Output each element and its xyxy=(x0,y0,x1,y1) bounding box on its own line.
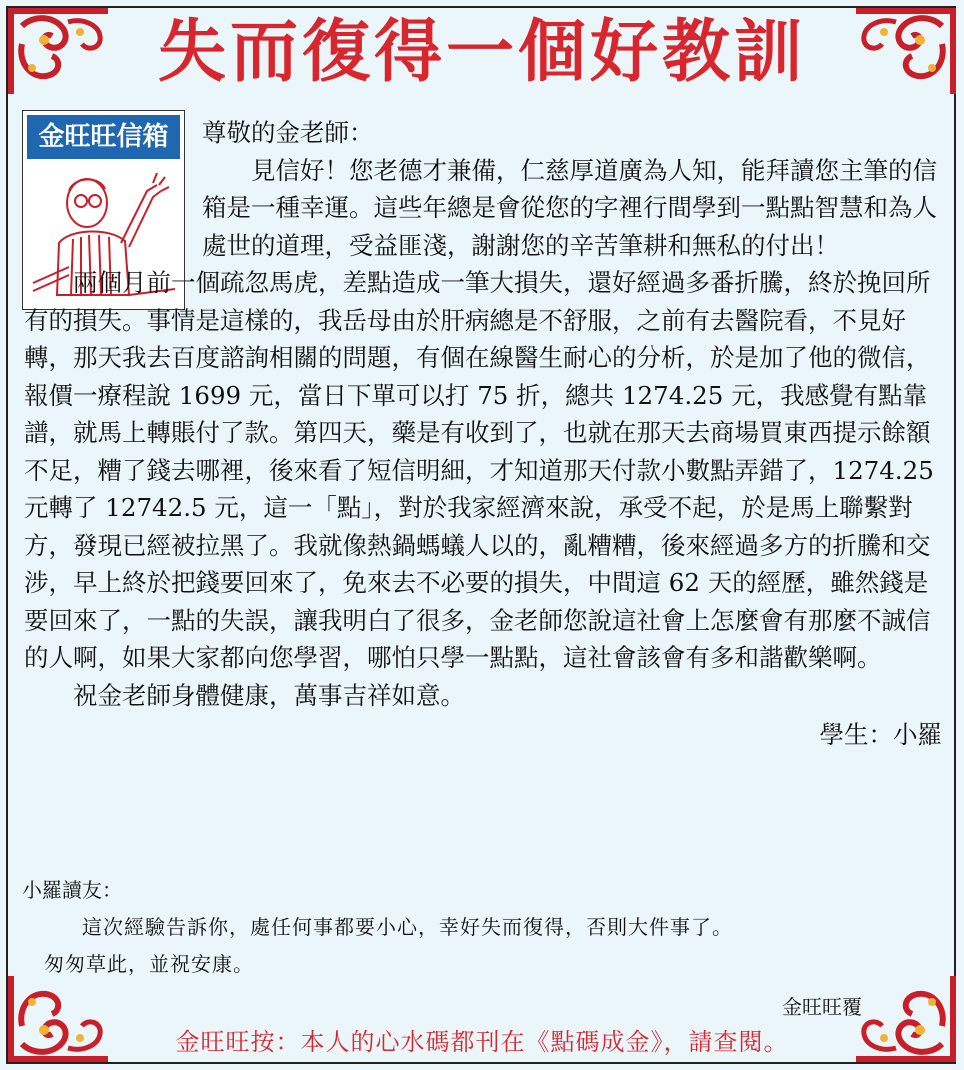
reply-wish: 匆匆草此，並祝安康。 xyxy=(44,952,254,976)
reply-body: 這次經驗告訴你，處任何事都要小心，幸好失而復得，否則大件事了。 xyxy=(82,915,733,939)
footer-note: 金旺旺按：本人的心水碼都刊在《點碼成金》，請查閱。 xyxy=(175,1028,789,1056)
letter-body xyxy=(24,114,948,754)
letter-paragraph-3: 祝金老師身體健康，萬事吉祥如意。 xyxy=(73,680,465,710)
letter-salutation: 尊敬的金老師： xyxy=(202,118,374,147)
article-title: 失而復得一個好教訓 xyxy=(157,13,806,92)
letter-paragraph-1: 見信好！您老德才兼備，仁慈厚道廣為人知，能拜讀您主筆的信箱是一種幸運。這些年總是會從您的字裡行間學到一點點智慧和為人處世的道理，受益匪淺，謝謝您的辛苦筆耕和無私的付出！ xyxy=(202,155,937,260)
letter-paragraph-2: 兩個月前一個疏忽馬虎，差點造成一筆大損失，還好經過多番折騰，終於挽回所有的損失。事情是這樣的，我岳母由於肝病總是不舒服，之前有去醫院看，不見好轉，那天我去百度諮詢相關的問題，有個在線醫生耐心的分析，於是加了他的微信，報價一療程說 1699 元，當日下單可以打 75 折，總共 1274.25 元，我感覺有點靠譜，就馬上轉賬付了款。第四天，藥是有收到了，也就在那天去商場買東西提示餘額不足，糟了錢去哪裡，後來看了短信明細，才知道那天付款小數點弄錯了，1274.25 元轉了 12742.5 元，這一「點」，對於我家經濟來說，承受不起，於是馬上聯繫對方，發現已經被拉黑了。我就像熱鍋螞蟻人以的，亂糟糟，後來經過多方的折騰和交涉，早上終於把錢要回來了，免來去不必要的損失，中間這 62 天的經歷，雖然錢是要回來了，一點的失誤，讓我明白了很多，金老師您說這社會上怎麼會有那麼不誠信的人啊，如果大家都向您學習，哪怕只學一點點，這社會該會有多和諧歡樂啊。 xyxy=(24,268,934,672)
reply-signature: 金旺旺覆 xyxy=(782,995,862,1019)
reply-salutation: 小羅讀友： xyxy=(22,878,122,902)
editor-reply xyxy=(22,872,942,1026)
mailbox-label: 金旺旺信箱 xyxy=(27,115,180,159)
letter-signature: 學生：小羅 xyxy=(819,720,942,749)
